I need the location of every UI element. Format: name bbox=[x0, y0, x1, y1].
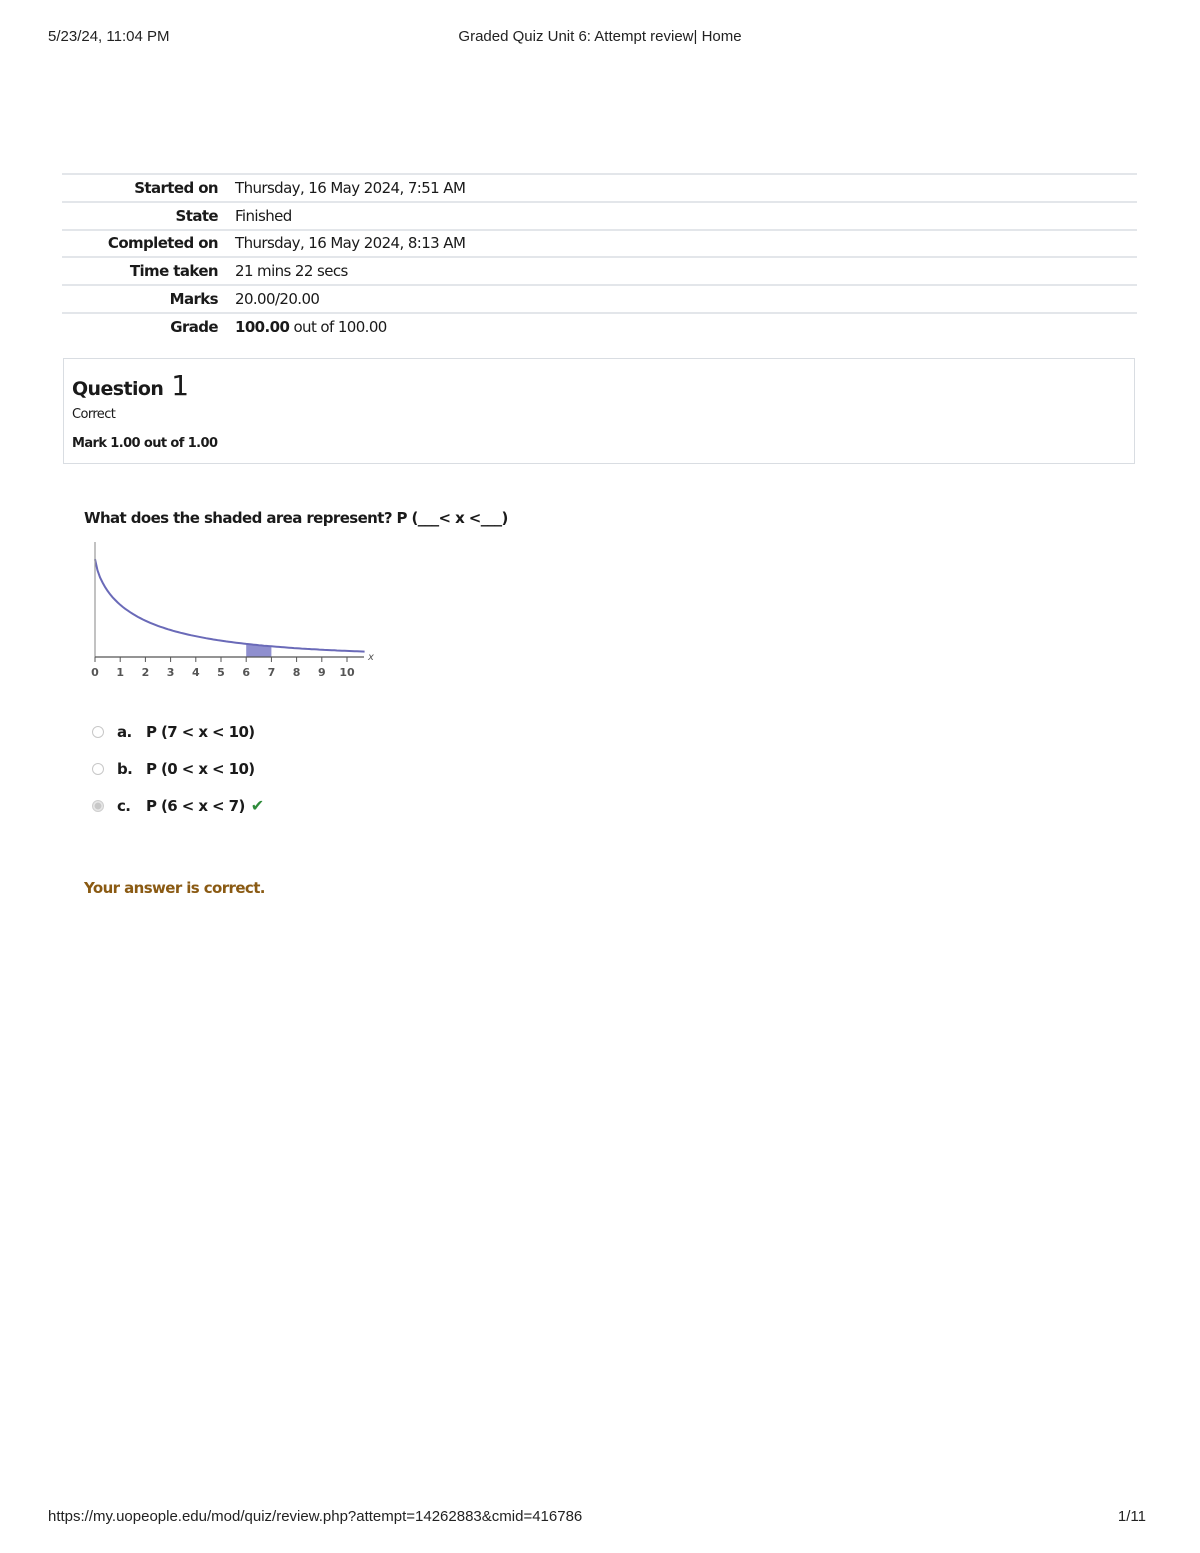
answer-options bbox=[92, 713, 264, 824]
page-number: 1/11 bbox=[1117, 1508, 1146, 1525]
summary-label: Time taken bbox=[62, 257, 235, 285]
print-date: 5/23/24, 11:04 PM bbox=[48, 28, 170, 45]
summary-value: Thursday, 16 May 2024, 8:13 AM bbox=[235, 230, 1137, 258]
x-tick-label: 7 bbox=[267, 666, 276, 679]
summary-value: Finished bbox=[235, 202, 1137, 230]
question-info-box bbox=[63, 358, 1135, 464]
answer-text: P (0 < x < 10) bbox=[146, 759, 255, 778]
radio-button[interactable] bbox=[92, 763, 104, 775]
summary-row-state bbox=[62, 202, 1137, 230]
correct-check-icon: ✔ bbox=[250, 796, 264, 815]
print-header bbox=[48, 28, 1152, 48]
attempt-summary-table bbox=[62, 173, 1137, 341]
grade-value: 100.00 bbox=[235, 318, 290, 337]
x-tick-label: 4 bbox=[191, 666, 200, 679]
answer-option-c[interactable] bbox=[92, 787, 264, 824]
answer-text: P (6 < x < 7) bbox=[146, 796, 245, 815]
summary-label: Started on bbox=[62, 174, 235, 202]
summary-value bbox=[235, 313, 1137, 341]
summary-row-started bbox=[62, 174, 1137, 202]
radio-button[interactable] bbox=[92, 726, 104, 738]
summary-row-grade bbox=[62, 313, 1137, 341]
answer-feedback: Your answer is correct. bbox=[84, 879, 265, 897]
print-title: Graded Quiz Unit 6: Attempt review| Home bbox=[458, 28, 742, 45]
radio-button[interactable] bbox=[92, 800, 104, 812]
answer-text: P (7 < x < 10) bbox=[146, 722, 255, 741]
answer-option-a[interactable] bbox=[92, 713, 264, 750]
summary-value: 21 mins 22 secs bbox=[235, 257, 1137, 285]
summary-label: Marks bbox=[62, 285, 235, 313]
print-footer bbox=[48, 1508, 1152, 1528]
summary-label: Grade bbox=[62, 313, 235, 341]
x-tick-label: 9 bbox=[317, 666, 326, 679]
question-text: What does the shaded area represent? P (___< x <___) bbox=[84, 509, 508, 527]
summary-row-marks bbox=[62, 285, 1137, 313]
print-url: https://my.uopeople.edu/mod/quiz/review.php?attempt=14262883&cmid=416786 bbox=[48, 1508, 583, 1525]
grade-suffix: out of 100.00 bbox=[289, 318, 387, 337]
x-axis-ticks bbox=[91, 657, 355, 679]
answer-letter: c. bbox=[117, 796, 131, 815]
summary-row-time-taken bbox=[62, 257, 1137, 285]
question-number bbox=[72, 369, 188, 402]
x-axis-label: x bbox=[368, 652, 374, 663]
x-tick-label: 1 bbox=[116, 666, 125, 679]
x-tick-label: 6 bbox=[242, 666, 251, 679]
x-tick-label: 2 bbox=[141, 666, 150, 679]
summary-value: Thursday, 16 May 2024, 7:51 AM bbox=[235, 174, 1137, 202]
question-state: Correct bbox=[72, 407, 116, 422]
answer-letter: a. bbox=[117, 722, 132, 741]
summary-label: State bbox=[62, 202, 235, 230]
answer-option-b[interactable] bbox=[92, 750, 264, 787]
density-curve bbox=[95, 559, 365, 652]
question-number-value: 1 bbox=[171, 369, 189, 402]
summary-label: Completed on bbox=[62, 230, 235, 258]
question-mark: Mark 1.00 out of 1.00 bbox=[72, 436, 218, 451]
x-tick-label: 5 bbox=[217, 666, 225, 679]
distribution-figure bbox=[84, 538, 384, 688]
x-tick-label: 10 bbox=[339, 666, 355, 679]
question-label: Question bbox=[72, 378, 164, 400]
x-tick-label: 0 bbox=[91, 666, 99, 679]
x-tick-label: 8 bbox=[292, 666, 301, 679]
answer-letter: b. bbox=[117, 759, 133, 778]
x-tick-label: 3 bbox=[166, 666, 175, 679]
summary-value: 20.00/20.00 bbox=[235, 285, 1137, 313]
summary-row-completed bbox=[62, 230, 1137, 258]
